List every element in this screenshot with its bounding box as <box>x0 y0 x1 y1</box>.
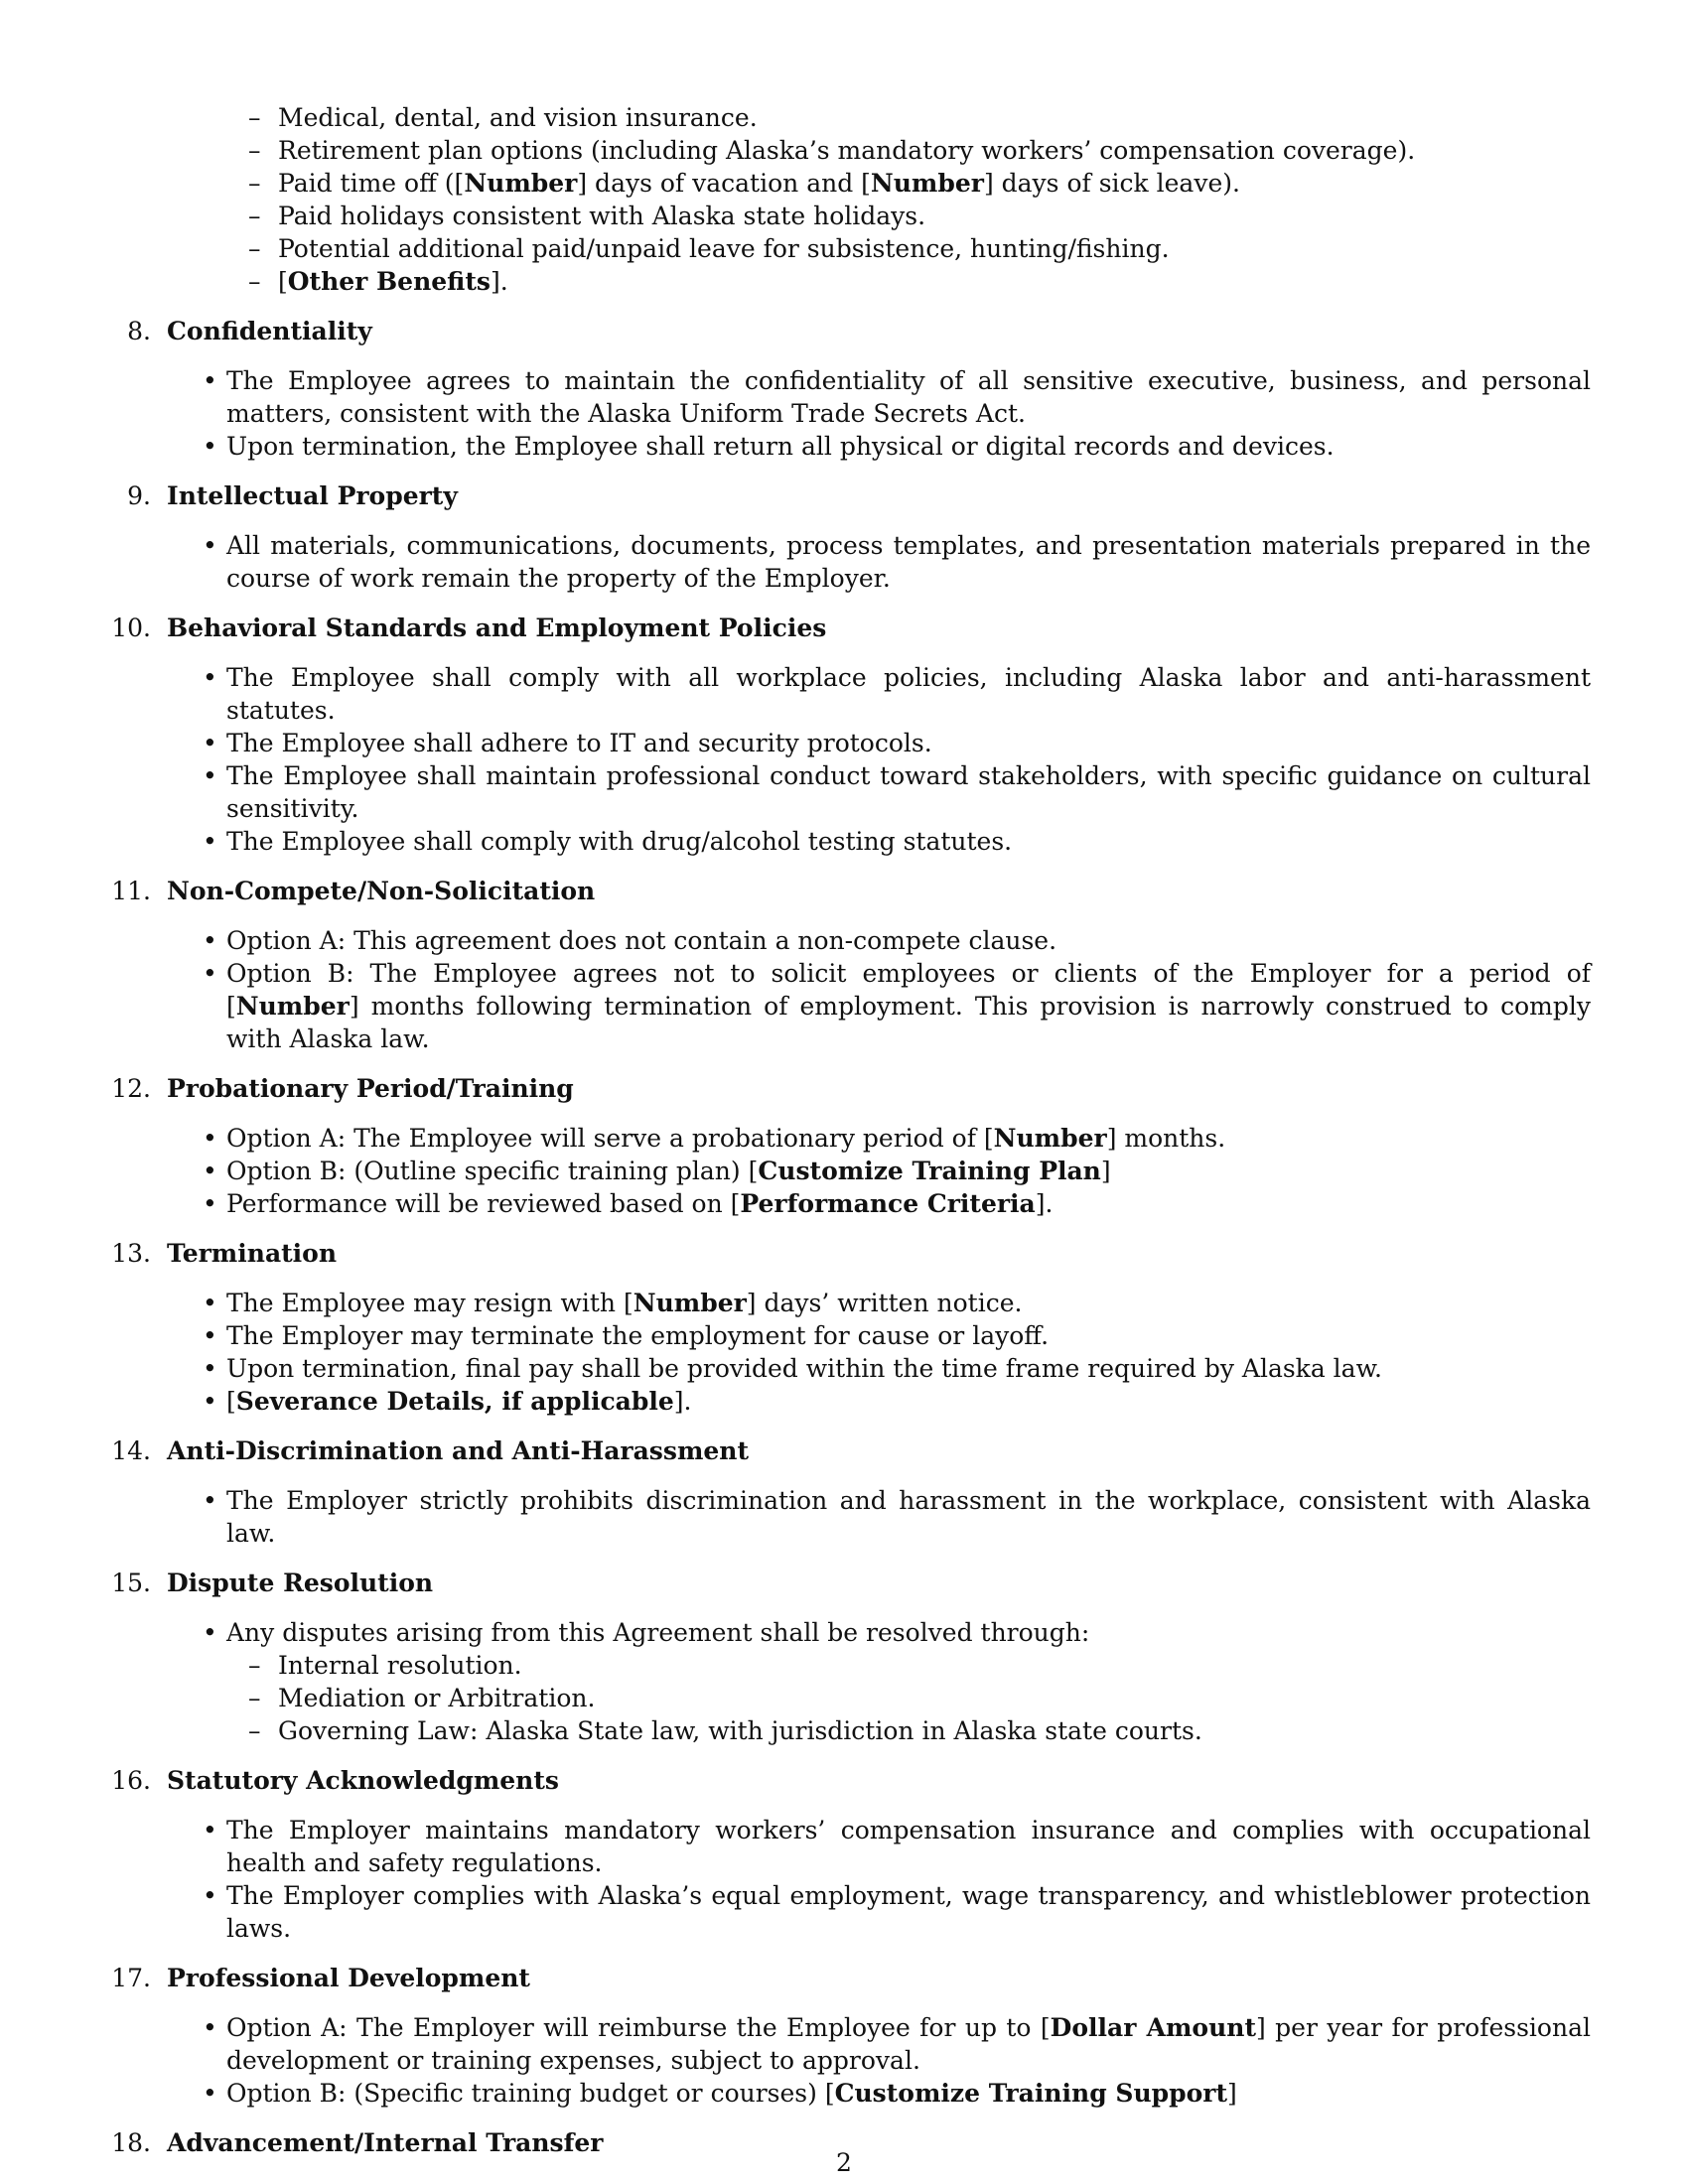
section-title: Intellectual Property <box>167 481 458 510</box>
section-number: 16. <box>111 1766 151 1795</box>
list-item: • The Employee agrees to maintain the confidentiality of all sensitive executive, business, and personal matters, consistent with the Alaska Uniform Trade Secrets Act. <box>226 364 1591 430</box>
section-title: Probationary Period/Training <box>167 1074 574 1103</box>
section-confidentiality <box>127 315 1591 463</box>
section-behavioral-standards <box>111 612 1591 858</box>
section-heading <box>111 1764 1591 1797</box>
benefits-sublist <box>167 101 1591 298</box>
list-item: • The Employee shall adhere to IT and security protocols. <box>226 727 1591 759</box>
section-number: 9. <box>127 481 151 510</box>
section-title: Non-Compete/Non-Solicitation <box>167 877 596 905</box>
section-number: 14. <box>111 1436 151 1465</box>
list-item: • The Employer complies with Alaska’s equal employment, wage transparency, and whistleblower protection laws. <box>226 1879 1591 1945</box>
section-title: Confidentiality <box>167 317 372 345</box>
section-title: Anti-Discrimination and Anti-Harassment <box>167 1436 750 1465</box>
section-heading <box>111 1434 1591 1467</box>
section-number: 17. <box>111 1964 151 1992</box>
list-item: • The Employer may terminate the employment for cause or layoff. <box>226 1319 1591 1352</box>
list-item: • Any disputes arising from this Agreement shall be resolved through: – Internal resolution. – Mediation or Arbitration. – Governing Law: Alaska State law, with jurisdiction in Alaska state courts. <box>226 1616 1591 1747</box>
section-items <box>167 364 1591 463</box>
section-number: 13. <box>111 1239 151 1268</box>
section-number: 11. <box>111 877 151 905</box>
section-heading <box>111 1237 1591 1270</box>
section-title: Dispute Resolution <box>167 1569 434 1597</box>
list-item: • Upon termination, final pay shall be provided within the time frame required by Alaska law. <box>226 1352 1591 1385</box>
sub-item: – Internal resolution. <box>278 1649 1591 1682</box>
section-items <box>167 1484 1591 1550</box>
section-number: 12. <box>111 1074 151 1103</box>
list-item: • [Severance Details, if applicable]. <box>226 1385 1591 1418</box>
section-anti-discrimination <box>111 1434 1591 1550</box>
section-items <box>167 1814 1591 1945</box>
section-heading <box>127 479 1591 512</box>
section-professional-development <box>111 1962 1591 2110</box>
benefit-item: – [Other Benefits]. <box>278 265 1591 298</box>
benefit-item: – Paid time off ([Number] days of vacation and [Number] days of sick leave). <box>278 167 1591 200</box>
benefit-item: – Retirement plan options (including Alaska’s mandatory workers’ compensation coverage). <box>278 134 1591 167</box>
list-item: • The Employee shall comply with all workplace policies, including Alaska labor and anti-harassment statutes. <box>226 661 1591 727</box>
list-item: • The Employer maintains mandatory workers’ compensation insurance and complies with occupational health and safety regulations. <box>226 1814 1591 1879</box>
section-number: 15. <box>111 1569 151 1597</box>
list-item: • Option B: (Specific training budget or courses) [Customize Training Support] <box>226 2077 1591 2110</box>
list-item: • The Employee shall maintain professional conduct toward stakeholders, with specific guidance on cultural sensitivity. <box>226 759 1591 825</box>
section-dispute-resolution <box>111 1567 1591 1747</box>
section-heading <box>111 1072 1591 1105</box>
benefit-item: – Paid holidays consistent with Alaska state holidays. <box>278 200 1591 232</box>
section-items <box>167 1287 1591 1418</box>
sub-item: – Governing Law: Alaska State law, with jurisdiction in Alaska state courts. <box>278 1714 1591 1747</box>
section-heading <box>111 1567 1591 1599</box>
list-item: • The Employee may resign with [Number] days’ written notice. <box>226 1287 1591 1319</box>
section-heading <box>127 315 1591 347</box>
dispute-sublist <box>226 1649 1591 1747</box>
document-body <box>111 101 1591 2159</box>
list-item: • Performance will be reviewed based on [Performance Criteria]. <box>226 1187 1591 1220</box>
section-items <box>167 529 1591 595</box>
section-title: Termination <box>167 1239 338 1268</box>
section-items <box>167 924 1591 1055</box>
section-probationary-period <box>111 1072 1591 1220</box>
list-item: • The Employer strictly prohibits discrimination and harassment in the workplace, consistent with Alaska law. <box>226 1484 1591 1550</box>
benefit-item: – Medical, dental, and vision insurance. <box>278 101 1591 134</box>
section-title: Behavioral Standards and Employment Policies <box>167 614 827 642</box>
list-item: • Option B: (Outline specific training plan) [Customize Training Plan] <box>226 1155 1591 1187</box>
list-item: • All materials, communications, documents, process templates, and presentation materials prepared in the course of work remain the property of the Employer. <box>226 529 1591 595</box>
list-item: • The Employee shall comply with drug/alcohol testing statutes. <box>226 825 1591 858</box>
section-items <box>167 2011 1591 2110</box>
section-items <box>167 661 1591 858</box>
list-item: • Upon termination, the Employee shall return all physical or digital records and devices. <box>226 430 1591 463</box>
section-non-compete <box>111 875 1591 1055</box>
page-number: 2 <box>836 2148 852 2177</box>
benefit-item: – Potential additional paid/unpaid leave for subsistence, hunting/fishing. <box>278 232 1591 265</box>
section-heading <box>111 612 1591 644</box>
list-item: • Option B: The Employee agrees not to solicit employees or clients of the Employer for a period of [Number] months following termination of employment. This provision is narrowly construed to comply with Alaska law. <box>226 957 1591 1055</box>
section-number: 18. <box>111 2128 151 2157</box>
section-heading <box>111 875 1591 907</box>
list-item: • Option A: The Employer will reimburse the Employee for up to [Dollar Amount] per year for professional development or training expenses, subject to approval. <box>226 2011 1591 2077</box>
section-number: 10. <box>111 614 151 642</box>
sub-item: – Mediation or Arbitration. <box>278 1682 1591 1714</box>
section-title: Professional Development <box>167 1964 530 1992</box>
section-title: Statutory Acknowledgments <box>167 1766 559 1795</box>
section-termination <box>111 1237 1591 1418</box>
section-heading <box>111 1962 1591 1994</box>
section-intellectual-property <box>127 479 1591 595</box>
list-item: • Option A: The Employee will serve a probationary period of [Number] months. <box>226 1122 1591 1155</box>
section-title: Advancement/Internal Transfer <box>167 2128 604 2157</box>
list-item: • Option A: This agreement does not contain a non-compete clause. <box>226 924 1591 957</box>
section-number: 8. <box>127 317 151 345</box>
section-items <box>167 1122 1591 1220</box>
section-statutory-acknowledgments <box>111 1764 1591 1945</box>
section-items <box>167 1616 1591 1747</box>
